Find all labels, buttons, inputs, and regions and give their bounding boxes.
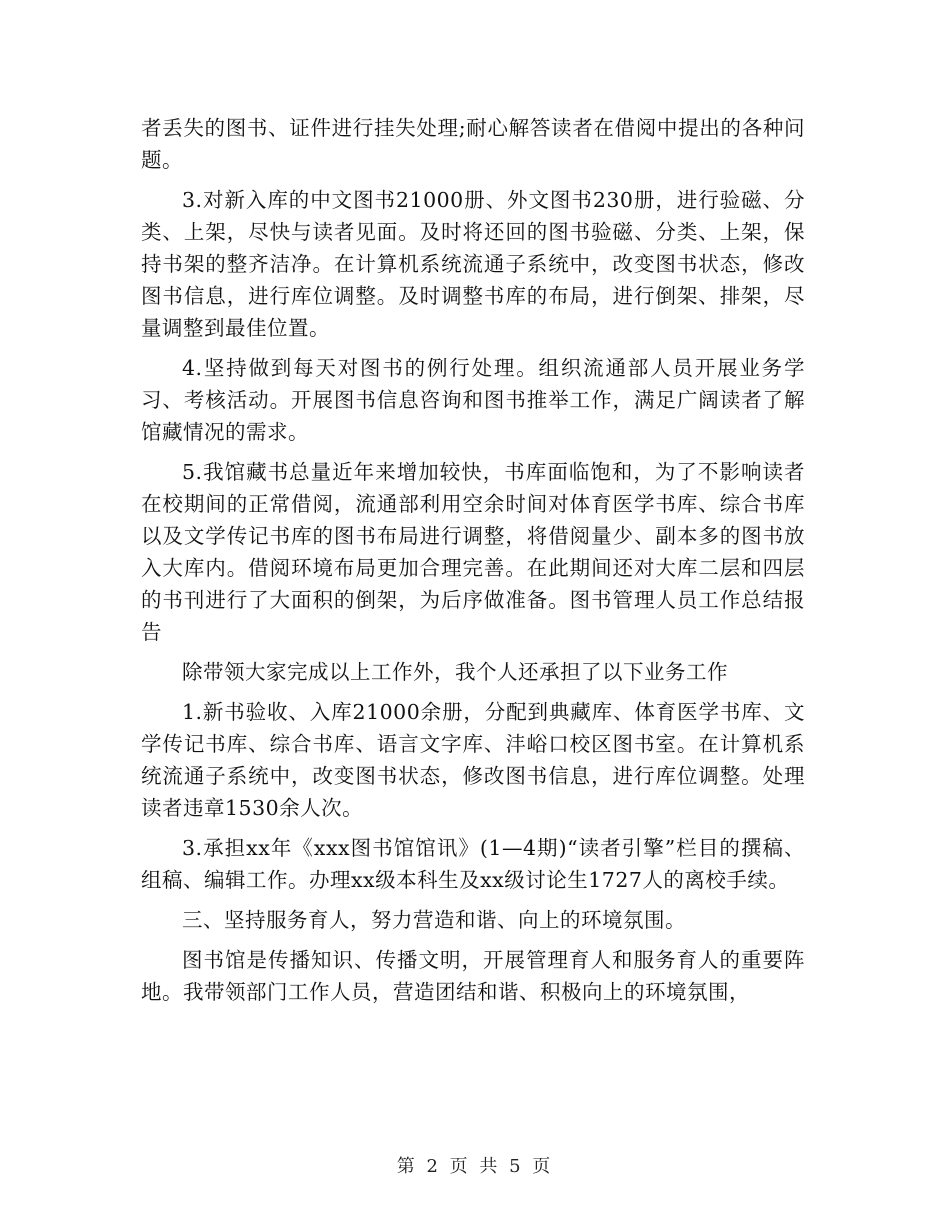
- paragraph-library-mission: 图书馆是传播知识、传播文明，开展管理育人和服务育人的重要阵地。我带领部门工作人员，营造团结和谐、积极向上的环境氛围，: [141, 948, 805, 1004]
- page-number-footer: 第 2 页 共 5 页: [396, 1156, 554, 1177]
- paragraph-item-4-daily-processing: 4.坚持做到每天对图书的例行处理。组织流通部人员开展业务学习、考核活动。开展图书信息咨询和图书推举工作，满足广阔读者了解馆藏情况的需求。: [141, 356, 805, 444]
- paragraph-item-5-collection-growth: 5.我馆藏书总量近年来增加较快，书库面临饱和，为了不影响读者在校期间的正常借阅，流通部利用空余时间对体育医学书库、综合书库以及文学传记书库的图书布局进行调整，将借阅量少、副本多的图书放入大库内。借阅环境布局更加合理完善。在此期间还对大库二层和四层的书刊进行了大面积的倒架，为后序做准备。图书管理人员工作总结报告: [141, 460, 805, 644]
- section-heading-service-education: 三、坚持服务育人，努力营造和谐、向上的环境氛围。: [182, 908, 686, 932]
- paragraph-continuation: 者丢失的图书、证件进行挂失处理;耐心解答读者在借阅中提出的各种问题。: [141, 116, 805, 172]
- paragraph-personal-item-3: 3.承担xx年《xxx图书馆馆讯》(1—4期)“读者引擎”栏目的撰稿、组稿、编辑工作。办理xx级本科生及xx级讨论生1727人的离校手续。: [141, 836, 805, 892]
- paragraph-item-3-new-books: 3.对新入库的中文图书21000册、外文图书230册，进行验磁、分类、上架，尽快与读者见面。及时将还回的图书验磁、分类、上架，保持书架的整齐洁净。在计算机系统流通子系统中，改变图书状态，修改图书信息，进行库位调整。及时调整书库的布局，进行倒架、排架，尽量调整到最佳位置。: [141, 188, 805, 340]
- paragraph-personal-work-intro: 除带领大家完成以上工作外，我个人还承担了以下业务工作: [182, 660, 728, 684]
- document-body: [141, 112, 805, 1008]
- paragraph-personal-item-1: 1.新书验收、入库21000余册，分配到典藏库、体育医学书库、文学传记书库、综合书库、语言文字库、沣峪口校区图书室。在计算机系统流通子系统中，改变图书状态，修改图书信息，进行库位调整。处理读者违章1530余人次。: [141, 700, 805, 820]
